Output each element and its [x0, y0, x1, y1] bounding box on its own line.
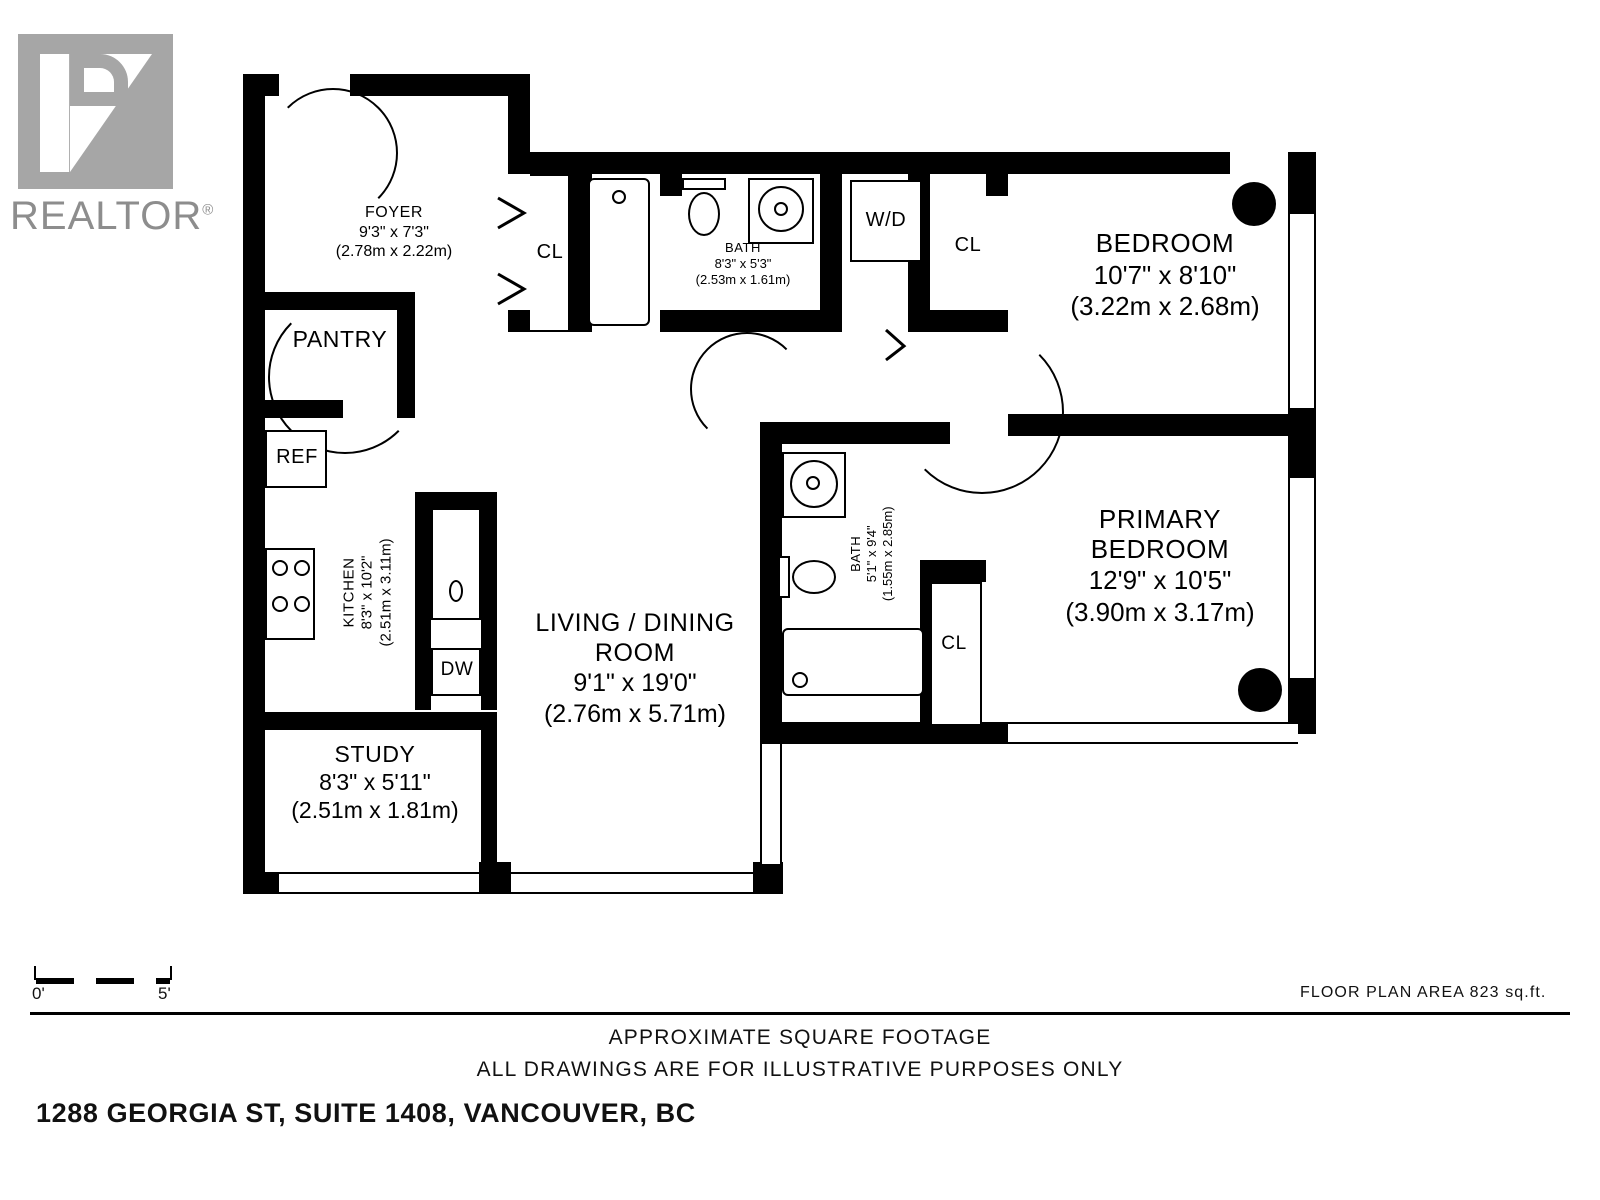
footer-note-2: ALL DRAWINGS ARE FOR ILLUSTRATIVE PURPOSES ONLY — [476, 1058, 1124, 1081]
wall-bath1-door-jamb — [660, 174, 682, 196]
toilet-bowl — [792, 560, 836, 594]
room-label-primary-bedroom: PRIMARY BEDROOM 12'9" x 10'5" (3.90m x 3.17m) — [1065, 504, 1255, 627]
room-label-bedroom: BEDROOM 10'7" x 8'10" (3.22m x 2.68m) — [1070, 228, 1260, 322]
bedroom-door-swing — [900, 330, 1064, 494]
wall-bedroom-bottom-stub — [908, 310, 1008, 332]
tag-dishwasher: DW — [440, 659, 474, 680]
wall-island-left — [415, 492, 431, 710]
wall-bath2-top-stub — [920, 560, 986, 582]
realtor-logo — [8, 26, 215, 246]
room-label-study: STUDY 8'3" x 5'11" (2.51m x 1.81m) — [291, 741, 459, 824]
window-primary-bottom — [1008, 722, 1298, 744]
scale-label-start: 0' — [32, 984, 45, 1003]
wall-top-mid — [530, 152, 1230, 174]
column-primary — [1238, 668, 1282, 712]
kitchen-sink — [431, 508, 481, 620]
sink-drain-icon — [774, 202, 788, 216]
wall-pantry-right — [397, 292, 415, 418]
tag-pantry: PANTRY — [292, 326, 388, 352]
room-label-bath-ensuite: BATH 5'1" x 9'4" (1.55m x 2.85m) — [848, 506, 895, 602]
stove-burner — [294, 560, 310, 576]
closet-hall-fold-icon — [884, 328, 918, 362]
footer-divider — [30, 1012, 1570, 1015]
tag-closet-foyer: CL — [536, 241, 564, 263]
wall-pantry-top — [265, 292, 415, 310]
wall-corner-top-right — [1288, 152, 1316, 214]
closet-foyer-fold-icon — [496, 196, 536, 230]
tag-washer-dryer: W/D — [865, 209, 907, 231]
wall-bath1-bottom-right — [660, 310, 832, 332]
wall-cl-stub — [986, 174, 1008, 196]
entry-door-swing — [268, 88, 398, 218]
entry-door-leaf — [265, 78, 279, 94]
room-label-living-dining: LIVING / DINING ROOM 9'1" x 19'0" (2.76m x 5.71m) — [535, 609, 735, 728]
toilet-tank — [682, 178, 726, 190]
realtor-wordmark: REALTOR® — [10, 194, 215, 238]
window-living-right — [760, 744, 782, 864]
toilet-bowl — [688, 192, 720, 236]
property-address: 1288 GEORGIA ST, SUITE 1408, VANCOUVER, BC — [36, 1098, 696, 1128]
wall-bottom-mid-column — [479, 862, 511, 894]
tub-drain-icon — [612, 190, 626, 204]
floor-plan-area: FLOOR PLAN AREA 823 sq.ft. — [1300, 984, 1547, 1001]
wall-primary-top — [760, 422, 950, 444]
tag-closet-primary: CL — [941, 633, 967, 654]
realtor-r-logo-icon — [18, 34, 173, 189]
sink-drain-icon — [806, 476, 820, 490]
window-living-bottom — [511, 872, 753, 894]
tag-closet-hall: CL — [954, 234, 982, 256]
closet-foyer-fold-icon — [496, 272, 536, 306]
room-label-kitchen: KITCHEN 8'3" x 10'2" (2.51m x 3.11m) — [340, 538, 395, 647]
stove-burner — [294, 596, 310, 612]
wall-right-mid — [1288, 408, 1316, 478]
sink-basin-detail — [449, 580, 463, 602]
wall-island-right — [481, 492, 497, 710]
wall-study-top — [265, 712, 497, 730]
wall-bottom-right-column — [753, 862, 783, 894]
stove-burner — [272, 596, 288, 612]
tub-drain-icon — [792, 672, 808, 688]
stove-burner — [272, 560, 288, 576]
wall-top-foyer — [350, 74, 530, 96]
scale-label-end: 5' — [158, 984, 171, 1003]
wall-foyer-right-upper — [508, 74, 530, 174]
column-bedroom — [1232, 182, 1276, 226]
room-label-foyer: FOYER 9'3" x 7'3" (2.78m x 2.22m) — [335, 204, 453, 261]
room-label-bath-main: BATH 8'3" x 5'3" (2.53m x 1.61m) — [695, 240, 791, 287]
footer-note-1: APPROXIMATE SQUARE FOOTAGE — [608, 1026, 992, 1049]
window-study-bottom — [279, 872, 479, 894]
wall-bottom-left-stub — [243, 872, 279, 894]
tag-refrigerator: REF — [276, 446, 318, 468]
toilet-tank — [778, 556, 790, 598]
